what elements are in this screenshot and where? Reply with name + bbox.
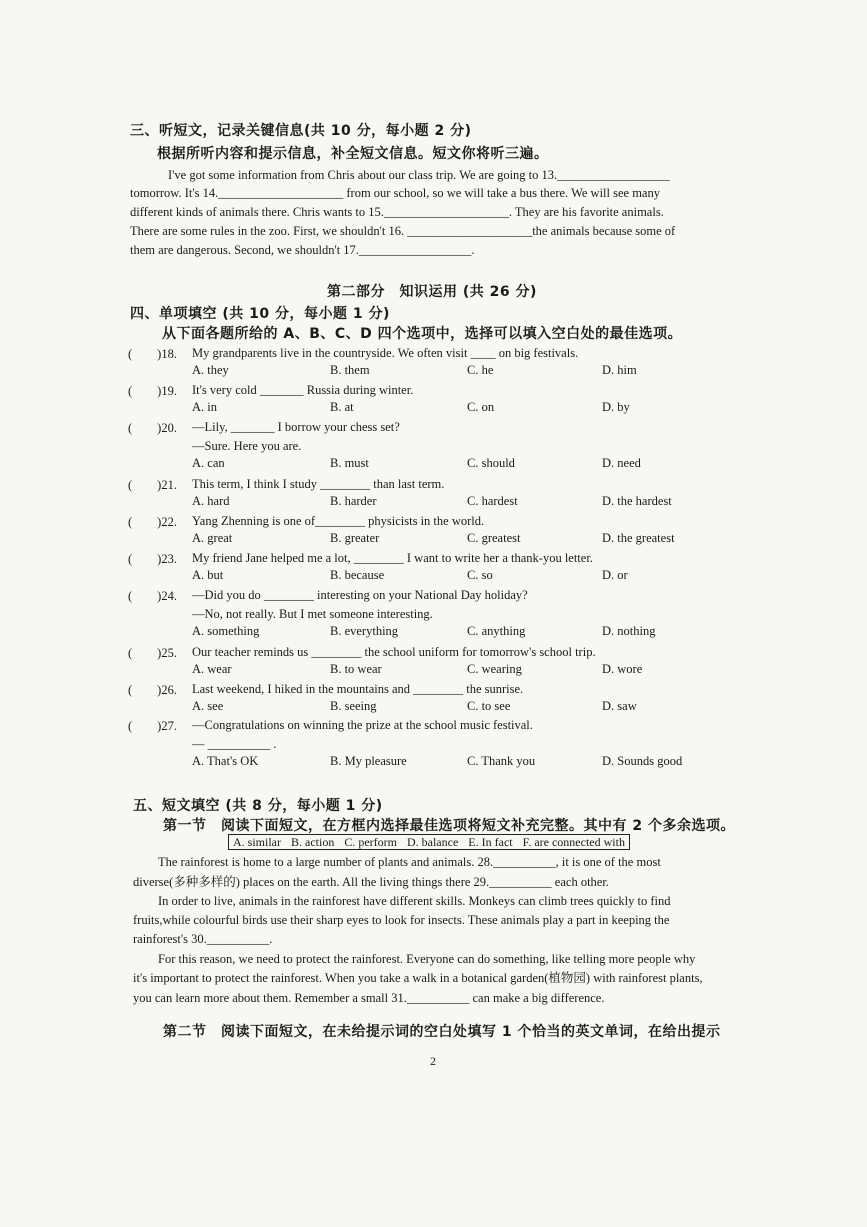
answer-option[interactable]: B. at (330, 400, 354, 414)
box-option: F. are connected with (522, 835, 625, 849)
section3-line: them are dangerous. Second, we shouldn't 17.__________________. (130, 243, 475, 257)
section4-title: 四、单项填空 (共 10 分，每小题 1 分) (130, 306, 390, 322)
question-number: ( )26. (128, 683, 177, 697)
answer-option[interactable]: C. on (467, 400, 495, 414)
answer-option[interactable]: B. must (330, 456, 369, 470)
question-number: ( )23. (128, 552, 177, 566)
answer-option[interactable]: A. hard (192, 494, 230, 508)
answer-option[interactable]: C. anything (467, 624, 526, 638)
answer-option[interactable]: A. in (192, 400, 217, 414)
section5-part1-title: 第一节 阅读下面短文，在方框内选择最佳选项将短文补充完整。其中有 2 个多余选项。 (163, 818, 735, 834)
question-stem: My friend Jane helped me a lot, ________ I want to write her a thank-you letter. (192, 551, 593, 565)
question-number: ( )18. (128, 347, 177, 361)
box-option: D. balance (406, 835, 459, 849)
answer-option[interactable]: A. see (192, 699, 224, 713)
answer-option[interactable]: C. Thank you (467, 754, 536, 768)
answer-option[interactable]: C. hardest (467, 494, 518, 508)
answer-option[interactable]: D. by (602, 400, 630, 414)
answer-option[interactable]: C. greatest (467, 531, 521, 545)
passage-line: In order to live, animals in the rainforest have different skills. Monkeys can climb trees quickly to find (133, 894, 671, 908)
answer-option[interactable]: C. he (467, 363, 494, 377)
passage-line: you can learn more about them. Remember a small 31.__________ can make a big difference. (133, 991, 605, 1005)
box-option: C. perform (344, 835, 397, 849)
answer-option[interactable]: D. the hardest (602, 494, 672, 508)
answer-option[interactable]: A. something (192, 624, 260, 638)
passage-line: diverse(多种多样的) places on the earth. All the living things there 29.__________ each other. (133, 875, 609, 889)
answer-option[interactable]: D. him (602, 363, 637, 377)
box-option: B. action (291, 835, 335, 849)
question-stem: Yang Zhenning is one of________ physicists in the world. (192, 514, 485, 528)
answer-option[interactable]: B. My pleasure (330, 754, 407, 768)
question-number: ( )21. (128, 478, 177, 492)
question-number: ( )22. (128, 515, 177, 529)
section3-line: tomorrow. It's 14.____________________ from our school, so we will take a bus there. We will see many (130, 186, 660, 200)
answer-option[interactable]: A. can (192, 456, 225, 470)
question-stem: —Congratulations on winning the prize at the school music festival. (192, 718, 533, 732)
question-stem-reply: — __________ . (192, 737, 277, 751)
answer-option[interactable]: A. wear (192, 662, 232, 676)
answer-option[interactable]: D. saw (602, 699, 637, 713)
question-number: ( )27. (128, 719, 177, 733)
options-box (228, 834, 630, 850)
answer-option[interactable]: B. greater (330, 531, 380, 545)
question-number: ( )20. (128, 421, 177, 435)
passage-line: rainforest's 30.__________. (133, 932, 273, 946)
answer-option[interactable]: A. but (192, 568, 224, 582)
box-option: A. similar (233, 835, 281, 849)
answer-option[interactable]: D. Sounds good (602, 754, 683, 768)
passage-line: it's important to protect the rainforest. When you take a walk in a botanical garden(植物园) with rainforest plants, (133, 971, 703, 985)
answer-option[interactable]: A. That's OK (192, 754, 259, 768)
answer-option[interactable]: C. so (467, 568, 493, 582)
answer-option[interactable]: D. nothing (602, 624, 656, 638)
question-stem: —Lily, _______ I borrow your chess set? (192, 420, 400, 434)
passage-line: fruits,while colourful birds use their sharp eyes to look for insects. These animals play a part in keeping the (133, 913, 670, 927)
answer-option[interactable]: D. the greatest (602, 531, 675, 545)
section3-line: different kinds of animals there. Chris wants to 15.____________________. They are his favorite animals. (130, 205, 664, 219)
passage-line: The rainforest is home to a large number of plants and animals. 28.__________, it is one of the most (133, 855, 661, 869)
answer-option[interactable]: B. them (330, 363, 370, 377)
answer-option[interactable]: A. they (192, 363, 229, 377)
answer-option[interactable]: B. seeing (330, 699, 377, 713)
answer-option[interactable]: D. need (602, 456, 641, 470)
question-number: ( )24. (128, 589, 177, 603)
answer-option[interactable]: C. should (467, 456, 515, 470)
answer-option[interactable]: D. or (602, 568, 628, 582)
part2-title: 第二部分 知识运用 (共 26 分) (327, 284, 537, 300)
question-number: ( )25. (128, 646, 177, 660)
question-stem: It's very cold _______ Russia during winter. (192, 383, 414, 397)
question-stem: —Did you do ________ interesting on your National Day holiday? (192, 588, 528, 602)
answer-option[interactable]: B. because (330, 568, 385, 582)
question-stem: My grandparents live in the countryside. We often visit ____ on big festivals. (192, 346, 579, 360)
answer-option[interactable]: D. wore (602, 662, 643, 676)
question-stem-reply: —No, not really. But I met someone interesting. (192, 607, 433, 621)
question-stem: This term, I think I study ________ than last term. (192, 477, 445, 491)
page-number: 2 (430, 1054, 436, 1068)
section5-part2-title: 第二节 阅读下面短文，在未给提示词的空白处填写 1 个恰当的英文单词，在给出提示 (163, 1024, 721, 1040)
section4-instruction: 从下面各题所给的 A、B、C、D 四个选项中，选择可以填入空白处的最佳选项。 (162, 326, 683, 342)
answer-option[interactable]: B. harder (330, 494, 377, 508)
section5-title: 五、短文填空 (共 8 分，每小题 1 分) (133, 798, 383, 814)
answer-option[interactable]: B. everything (330, 624, 399, 638)
section3-line: There are some rules in the zoo. First, we shouldn't 16. ____________________the animals because some of (130, 224, 676, 238)
question-stem: Last weekend, I hiked in the mountains and ________ the sunrise. (192, 682, 524, 696)
answer-option[interactable]: A. great (192, 531, 233, 545)
question-stem: Our teacher reminds us ________ the school uniform for tomorrow's school trip. (192, 645, 596, 659)
box-option: E. In fact (468, 835, 513, 849)
section3-line: I've got some information from Chris about our class trip. We are going to 13.__________________ (168, 168, 670, 182)
section3-title: 三、听短文，记录关键信息(共 10 分，每小题 2 分) (130, 123, 472, 139)
answer-option[interactable]: B. to wear (330, 662, 382, 676)
question-stem-reply: —Sure. Here you are. (192, 439, 302, 453)
answer-option[interactable]: C. wearing (467, 662, 522, 676)
question-number: ( )19. (128, 384, 177, 398)
passage-line: For this reason, we need to protect the rainforest. Everyone can do something, like telling more people why (133, 952, 696, 966)
section3-instruction: 根据所听内容和提示信息，补全短文信息。短文你将听三遍。 (157, 146, 549, 162)
answer-option[interactable]: C. to see (467, 699, 511, 713)
